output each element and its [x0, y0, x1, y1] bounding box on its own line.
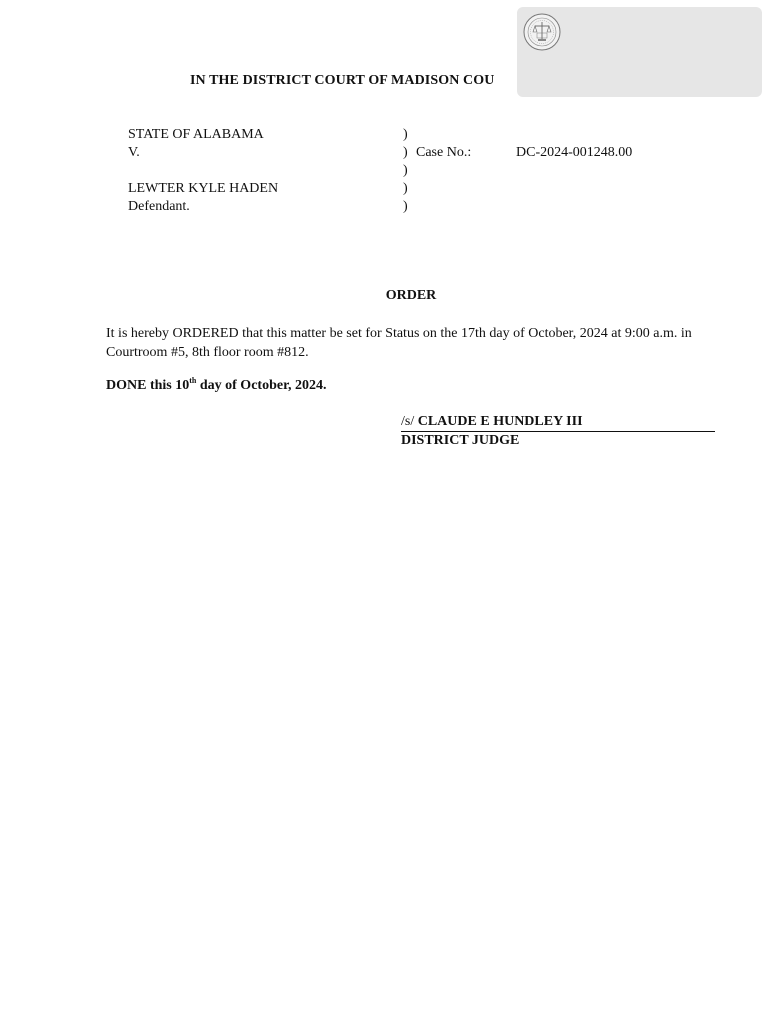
caption-versus: V. — [128, 145, 140, 160]
caption-paren: ) — [403, 199, 408, 214]
case-number-value: DC-2024-001248.00 — [516, 145, 633, 160]
order-body-text: It is hereby ORDERED that this matter be set for Status on the 17th day of October, 2024 at 9:00 a.m. in Courtroom #5, 8th floor room #812. — [106, 326, 692, 360]
case-number-label: Case No.: — [416, 145, 472, 160]
done-date-line — [106, 378, 327, 394]
court-title: IN THE DISTRICT COURT OF MADISON COU — [190, 73, 495, 88]
court-seal-icon — [523, 13, 561, 51]
judge-title: DISTRICT JUDGE — [401, 433, 520, 448]
caption-paren: ) — [403, 181, 408, 196]
done-prefix: DONE this 10 — [106, 378, 190, 393]
caption-paren: ) — [403, 145, 408, 160]
caption-defendant-name: LEWTER KYLE HADEN — [128, 181, 279, 196]
order-heading: ORDER — [385, 288, 437, 303]
done-suffix: day of October, 2024. — [196, 378, 327, 393]
signature-line — [401, 414, 715, 432]
judge-name: CLAUDE E HUNDLEY III — [417, 414, 583, 429]
caption-paren: ) — [403, 127, 408, 142]
signature-prefix: /s/ — [401, 414, 415, 429]
signature-block — [401, 414, 715, 449]
done-ordinal-suffix: th — [189, 376, 197, 385]
caption-paren: ) — [403, 163, 408, 178]
caption-defendant-label: Defendant. — [128, 199, 190, 214]
caption-plaintiff: STATE OF ALABAMA — [128, 127, 264, 142]
